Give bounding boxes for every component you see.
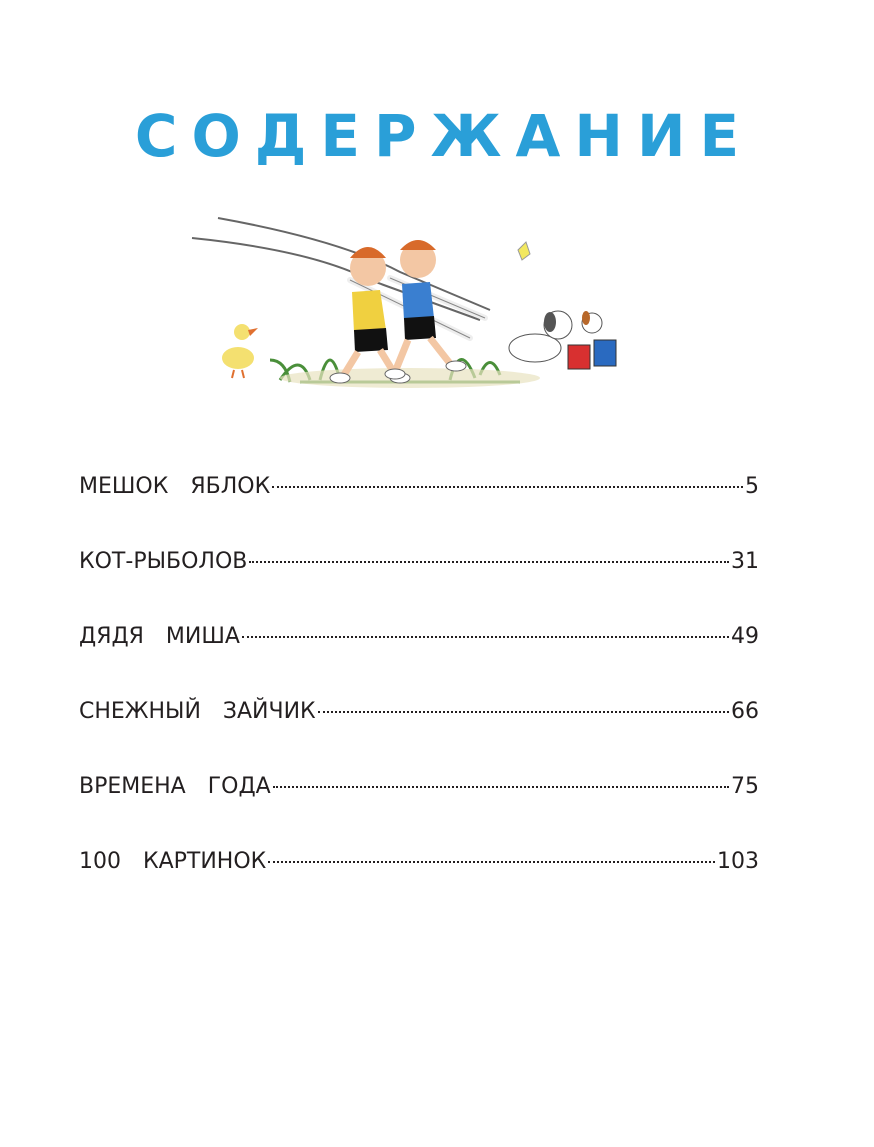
toc-entry[interactable] <box>79 470 759 545</box>
toc-entry-page: 103 <box>717 849 759 874</box>
dot-leader <box>249 560 729 563</box>
toc-entry-title: ДЯДЯ МИША <box>79 624 240 649</box>
toc-entry-page: 49 <box>731 624 759 649</box>
toc-entry-page: 66 <box>731 699 759 724</box>
toc-entry-title: КОТ-РЫБОЛОВ <box>79 549 248 574</box>
page-title: СОДЕРЖАНИЕ <box>134 102 754 170</box>
toc-entry-title: СНЕЖНЫЙ ЗАЙЧИК <box>79 699 316 724</box>
toc-entry-page: 5 <box>745 474 759 499</box>
dot-leader <box>272 485 743 488</box>
dot-leader <box>268 860 715 863</box>
toc-entry[interactable] <box>79 770 759 845</box>
toc-entry-page: 75 <box>731 774 759 799</box>
toc-entry[interactable] <box>79 845 759 920</box>
dot-leader <box>318 710 729 713</box>
boys-fishing-illustration <box>190 210 630 390</box>
toc-entry-page: 31 <box>731 549 759 574</box>
table-of-contents <box>79 470 759 920</box>
dot-leader <box>273 785 729 788</box>
toc-entry[interactable] <box>79 545 759 620</box>
toc-entry[interactable] <box>79 695 759 770</box>
toc-entry-title: 100 КАРТИНОК <box>79 849 267 874</box>
toc-entry[interactable] <box>79 620 759 695</box>
dot-leader <box>242 635 729 638</box>
toc-entry-title: МЕШОК ЯБЛОК <box>79 474 271 499</box>
toc-entry-title: ВРЕМЕНА ГОДА <box>79 774 271 799</box>
